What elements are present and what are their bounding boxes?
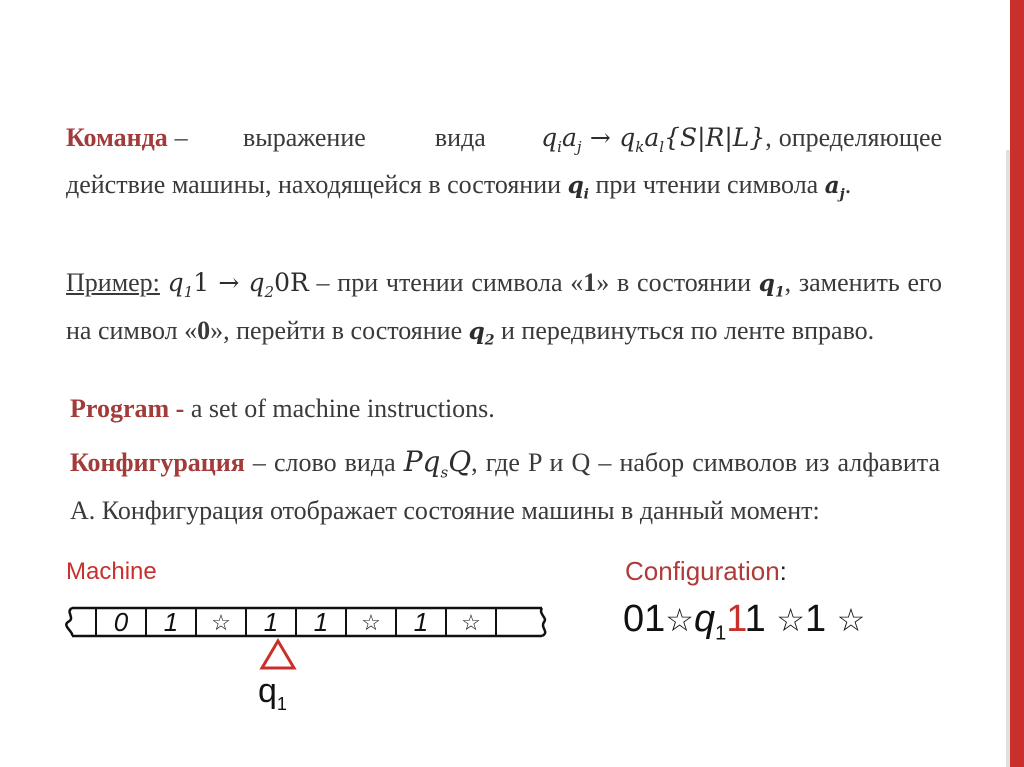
- tape-cell: 1: [263, 607, 279, 637]
- command-definition: Команда – выражение вида $q_ia_j \to q_ka_l\{S|R|L\}$, определяющее действие машины, находящейся в состоянии $q_i$ при чтении символа $a_j$.: [66, 123, 943, 203]
- tape: [62, 602, 552, 642]
- head-pointer-icon: [258, 638, 298, 672]
- configuration-formula: $Pq_sQ$: [403, 445, 472, 482]
- state-qi: $q_i$: [567, 172, 589, 203]
- tape-cell-star: ☆: [361, 609, 381, 635]
- symbol-aj: $a_j$: [824, 172, 845, 203]
- state-q1: $q_1$: [758, 270, 785, 301]
- configuration-value: $01☆q_111$ ☆1 ☆: [623, 598, 866, 645]
- tape-cell-star: ☆: [461, 609, 481, 635]
- tape-cell: 1: [413, 607, 429, 637]
- example-paragraph: Пример: $q_11 \to q_20R$ – при чтении символа «1» в состоянии $q_1$, заменить его на символ «0», перейти в состояние $q_2$ и передвинуться по ленте вправо.: [66, 268, 942, 349]
- machine-label: Machine: [66, 558, 157, 585]
- accent-bar: [1010, 0, 1024, 767]
- configuration-term: Конфигурация: [70, 448, 245, 477]
- tape-cell: 1: [313, 607, 329, 637]
- tape-cell-star: ☆: [211, 609, 231, 635]
- configuration-definition: Конфигурация – слово вида $Pq_sQ$, где P и Q – набор символов из алфавита А. Конфигурация отображает состояние машины в данный момент:: [70, 445, 940, 525]
- tape-cell: 1: [163, 607, 179, 637]
- head-state: $q_1$: [258, 672, 287, 714]
- configuration-label: Configuration:: [625, 556, 787, 586]
- program-definition: Program - a set of machine instructions.: [70, 394, 495, 423]
- example-formula: $q_11 \to q_20R$: [167, 268, 309, 301]
- command-formula: $q_ia_j \to q_ka_l\{S|R|L\}$: [541, 123, 766, 156]
- example-label: Пример:: [66, 268, 160, 297]
- tape-cell: 0: [113, 607, 129, 637]
- state-q2: $q_2$: [468, 317, 495, 349]
- program-term: Program -: [70, 394, 185, 423]
- command-term: Команда: [66, 123, 168, 152]
- side-shadow: [1006, 150, 1010, 767]
